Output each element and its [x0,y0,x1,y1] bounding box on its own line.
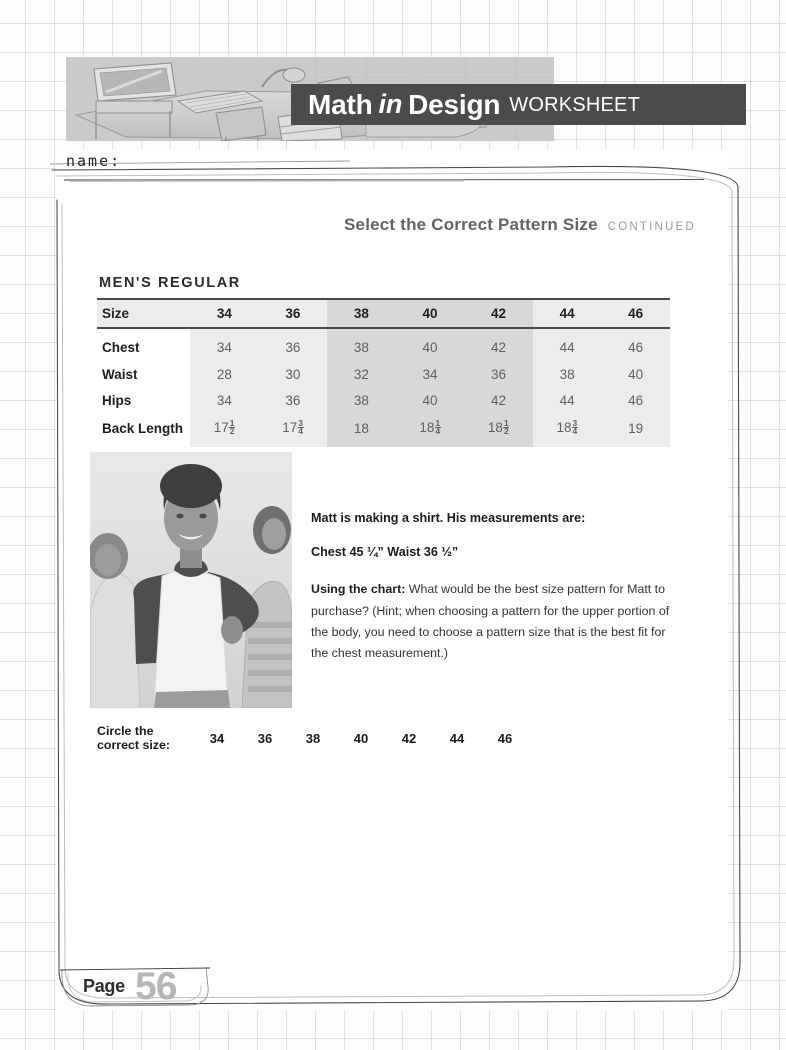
cell-waist-36: 30 [259,361,328,387]
cell-chest-40: 40 [396,328,465,361]
circle-option-46[interactable]: 46 [497,730,513,746]
cell-chest-34: 34 [190,328,259,361]
page-label: Page [83,976,125,996]
cell-chest-42: 42 [464,328,533,361]
title-in: in [378,89,403,119]
table-row [97,328,670,361]
table-title: MEN'S REGULAR [99,275,241,291]
table-header-size-34: 34 [190,299,259,328]
table-header-size-44: 44 [533,299,602,328]
students-photo [90,452,292,708]
table-header-size-36: 36 [259,299,328,328]
cell-waist-46: 40 [601,361,670,387]
cell-waist-34: 28 [190,361,259,387]
table-row [97,413,670,447]
problem-question [311,579,673,664]
title-design: Design [408,88,501,120]
problem-question-rest: What would be the best size pattern for Matt to purchase? (Hint; when choosing a pattern for the upper portion of the body, you need to choose a pattern size that is the best fit for the chest measurement.) [311,582,670,661]
cell-chest-36: 36 [259,328,328,361]
cell-chest-38: 38 [327,328,396,361]
page-number: 56 [135,965,177,1008]
cell-waist-38: 32 [327,361,396,387]
circle-option-38[interactable]: 38 [305,730,321,746]
section-title: Select the Correct Pattern Size [344,215,598,234]
table-header-size-40: 40 [396,299,465,328]
row-label-back-length: Back Length [97,413,190,447]
table-header-size-46: 46 [601,299,670,328]
mens-regular-size-table [97,298,670,447]
table-row [97,361,670,387]
row-label-chest: Chest [97,328,190,361]
title-math: Math [308,88,373,120]
name-write-line [64,178,704,182]
cell-backlength-38: 18 [327,413,396,447]
circle-option-40[interactable]: 40 [353,730,369,746]
cell-hips-34: 34 [190,387,259,413]
table-header-size-38: 38 [327,299,396,328]
problem-statement [311,511,673,665]
cell-hips-46: 46 [601,387,670,413]
title-worksheet: WORKSHEET [509,93,640,116]
circle-label-line-1: Circle the [97,724,154,738]
table-header-row [97,299,670,328]
cell-hips-36: 36 [259,387,328,413]
cell-backlength-44: 18 $\frac{3}{4}$ [533,413,602,447]
cell-hips-44: 44 [533,387,602,413]
cell-backlength-40: 18 $\frac{1}{4}$ [396,413,465,447]
cell-waist-40: 34 [396,361,465,387]
cell-chest-44: 44 [533,328,602,361]
section-continued: CONTINUED [607,221,696,233]
cell-hips-38: 38 [327,387,396,413]
cell-chest-46: 46 [601,328,670,361]
circle-label-line-2: correct size: [97,738,171,753]
cell-backlength-34: 17 $\frac{1}{2}$ [190,413,259,447]
circle-option-36[interactable]: 36 [257,730,273,746]
page-footer [60,965,210,1010]
cell-waist-44: 38 [533,361,602,387]
table-header-size-42: 42 [464,299,533,328]
table-row [97,387,670,413]
row-label-waist: Waist [97,361,190,387]
cell-backlength-36: 17 $\frac{3}{4}$ [259,413,328,447]
cell-waist-42: 36 [464,361,533,387]
cell-hips-42: 42 [464,387,533,413]
circle-option-34[interactable]: 34 [209,730,225,746]
cell-hips-40: 40 [396,387,465,413]
problem-line-2: Chest 45 ¼” Waist 36 ½” [311,545,459,560]
problem-line-1: Matt is making a shirt. His measurements are: [311,511,586,525]
circle-correct-size-row [97,724,537,753]
circle-option-44[interactable]: 44 [449,730,465,746]
name-field[interactable] [64,152,704,186]
table-header-label: Size [97,299,190,328]
circle-instruction-label [97,724,193,753]
row-label-hips: Hips [97,387,190,413]
circle-option-42[interactable]: 42 [401,730,417,746]
section-heading [344,215,696,235]
name-label: name: [66,152,122,170]
worksheet-title-banner [291,84,746,125]
cell-backlength-42: 18 $\frac{1}{2}$ [464,413,533,447]
cell-backlength-46: 19 [601,413,670,447]
problem-question-lead: Using the chart: [311,582,406,597]
